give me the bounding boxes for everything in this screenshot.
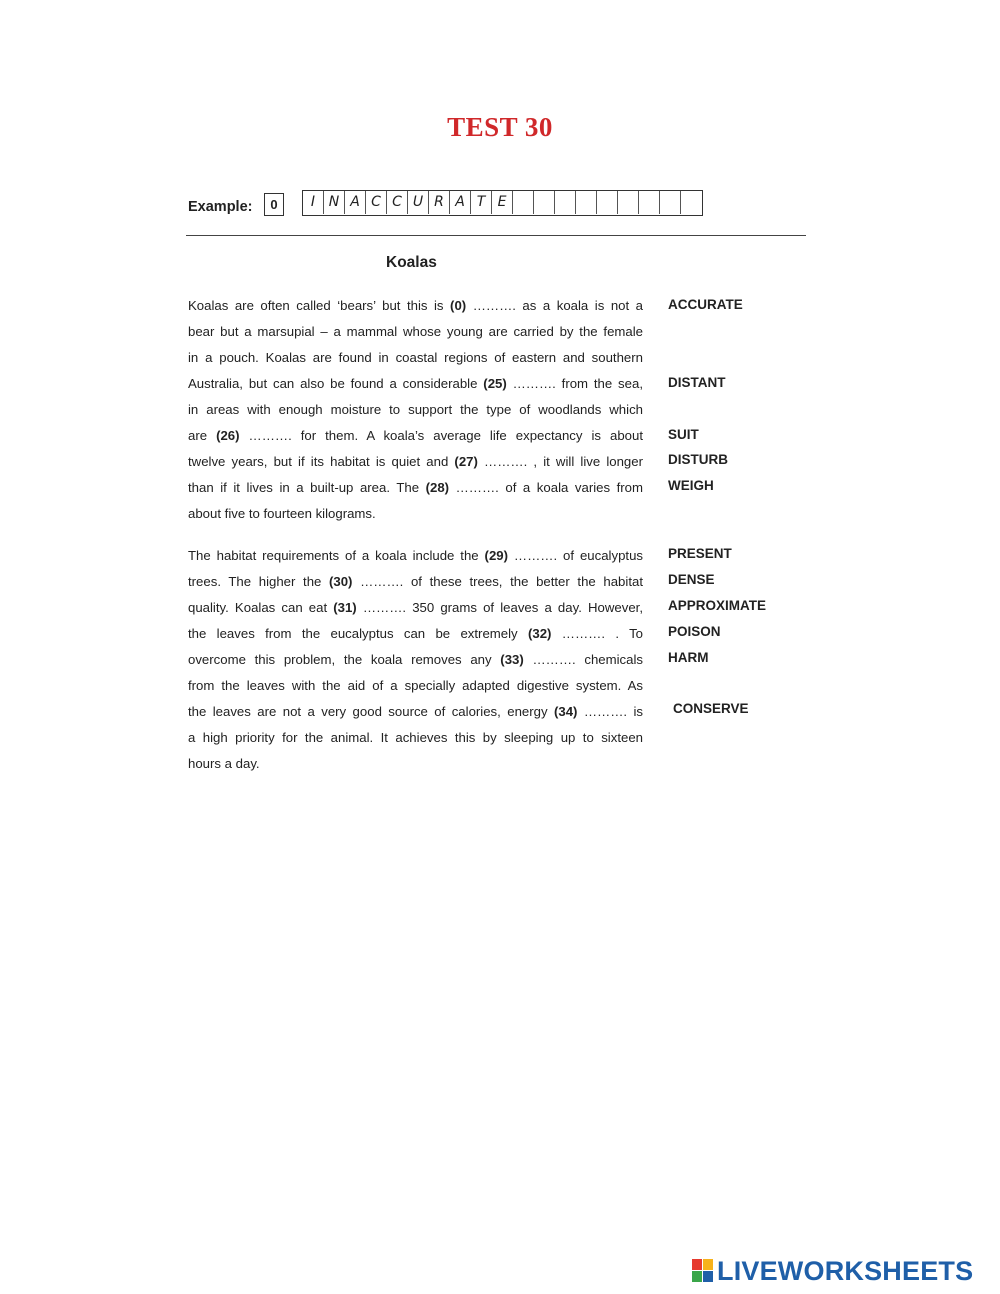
- gap-number: (34): [553, 704, 578, 719]
- letter-cell: [639, 191, 660, 214]
- letter-cell: [681, 191, 702, 214]
- text-line: [188, 599, 643, 617]
- text-segment: than if it lives in a built-up area. The: [188, 480, 426, 495]
- text-segment: from the leaves with the aid of a specially adapted digestive system. As: [188, 678, 643, 693]
- letter-cell: [513, 191, 534, 214]
- text-line: [188, 651, 643, 669]
- text-segment: ………. of a koala varies from: [449, 480, 643, 495]
- letter-cell: I: [303, 191, 324, 214]
- text-segment: ………. of eucalyptus: [508, 548, 643, 563]
- letter-cell: U: [408, 191, 429, 214]
- text-line: [188, 375, 643, 393]
- text-line: [188, 453, 643, 471]
- passage-heading: Koalas: [386, 254, 437, 271]
- text-segment: in a pouch. Koalas are found in coastal regions of eastern and southern: [188, 350, 643, 365]
- gap-number: (30): [329, 574, 353, 589]
- keyword-disturb: DISTURB: [668, 452, 728, 467]
- text-line: [188, 297, 643, 315]
- text-segment: ………. is: [577, 704, 643, 719]
- example-letter-grid: [302, 190, 703, 216]
- text-line: [188, 755, 643, 773]
- letter-cell: [576, 191, 597, 214]
- letter-cell: A: [345, 191, 366, 214]
- text-segment: quality. Koalas can eat: [188, 600, 334, 615]
- text-segment: ………. chemicals: [523, 652, 643, 667]
- letter-cell: [660, 191, 681, 214]
- text-segment: trees. The higher the: [188, 574, 329, 589]
- text-segment: about five to fourteen kilograms.: [188, 506, 376, 521]
- page-title: TEST 30: [447, 112, 553, 142]
- letter-cell: [618, 191, 639, 214]
- keyword-weigh: WEIGH: [668, 478, 714, 493]
- divider-rule: [186, 235, 806, 236]
- text-segment: hours a day.: [188, 756, 260, 771]
- gap-number: (27): [454, 454, 478, 469]
- text-line: [188, 427, 643, 445]
- keyword-dense: DENSE: [668, 572, 715, 587]
- text-line: [188, 677, 643, 695]
- text-segment: the leaves from the eucalyptus can be extremely: [188, 626, 528, 641]
- text-line: [188, 573, 643, 591]
- logo-text: LIVEWORKSHEETS: [717, 1255, 974, 1286]
- text-line: [188, 323, 643, 341]
- text-segment: ………. of these trees, the better the habitat: [352, 574, 643, 589]
- letter-cell: A: [450, 191, 471, 214]
- keyword-distant: DISTANT: [668, 375, 726, 390]
- text-segment: in areas with enough moisture to support the type of woodlands which: [188, 402, 643, 417]
- keyword-accurate: ACCURATE: [668, 297, 743, 312]
- keyword-present: PRESENT: [668, 546, 732, 561]
- keyword-approximate: APPROXIMATE: [668, 598, 767, 613]
- text-segment: ………. , it will live longer: [477, 454, 643, 469]
- keyword-harm: HARM: [668, 650, 709, 665]
- liveworksheets-logo: [692, 1256, 973, 1286]
- letter-cell: E: [492, 191, 513, 214]
- text-line: [188, 703, 643, 721]
- example-label: Example:: [188, 199, 253, 215]
- text-line: [188, 505, 643, 523]
- text-segment: a high priority for the animal. It achieves this by sleeping up to sixteen: [188, 730, 643, 745]
- letter-cell: R: [429, 191, 450, 214]
- text-segment: the leaves are not a very good source of calories, energy: [188, 704, 554, 719]
- text-segment: overcome this problem, the koala removes any: [188, 652, 501, 667]
- text-segment: twelve years, but if its habitat is quiet and: [188, 454, 455, 469]
- text-line: [188, 729, 643, 747]
- letter-cell: C: [366, 191, 387, 214]
- logo-mark-icon: [692, 1259, 714, 1283]
- text-segment: Australia, but can also be found a considerable: [188, 376, 484, 391]
- keyword-suit: SUIT: [668, 427, 699, 442]
- keyword-poison: POISON: [668, 624, 721, 639]
- text-segment: ………. . To: [551, 626, 643, 641]
- text-line: [188, 625, 643, 643]
- gap-number: (0): [450, 298, 467, 313]
- text-line: [188, 349, 643, 367]
- letter-cell: N: [324, 191, 345, 214]
- letter-cell: [597, 191, 618, 214]
- example-number-box: 0: [264, 193, 284, 216]
- gap-number: (31): [333, 600, 357, 615]
- text-segment: ………. for them. A koala’s average life expectancy is about: [239, 428, 643, 443]
- letter-cell: [534, 191, 555, 214]
- text-segment: Koalas are often called ‘bears’ but this is: [188, 298, 451, 313]
- text-segment: bear but a marsupial – a mammal whose young are carried by the female: [188, 324, 643, 339]
- text-line: [188, 479, 643, 497]
- gap-number: (33): [500, 652, 524, 667]
- text-segment: ………. as a koala is not a: [466, 298, 643, 313]
- text-line: [188, 547, 643, 565]
- keyword-conserve: CONSERVE: [673, 701, 749, 716]
- letter-cell: T: [471, 191, 492, 214]
- text-segment: The habitat requirements of a koala include the: [188, 548, 485, 563]
- gap-number: (25): [483, 376, 507, 391]
- text-segment: ………. 350 grams of leaves a day. However,: [356, 600, 643, 615]
- text-segment: are: [188, 428, 217, 443]
- gap-number: (29): [484, 548, 508, 563]
- text-segment: ………. from the sea,: [506, 376, 643, 391]
- gap-number: (28): [425, 480, 450, 495]
- text-line: [188, 401, 643, 419]
- letter-cell: [555, 191, 576, 214]
- gap-number: (26): [216, 428, 240, 443]
- letter-cell: C: [387, 191, 408, 214]
- gap-number: (32): [527, 626, 552, 641]
